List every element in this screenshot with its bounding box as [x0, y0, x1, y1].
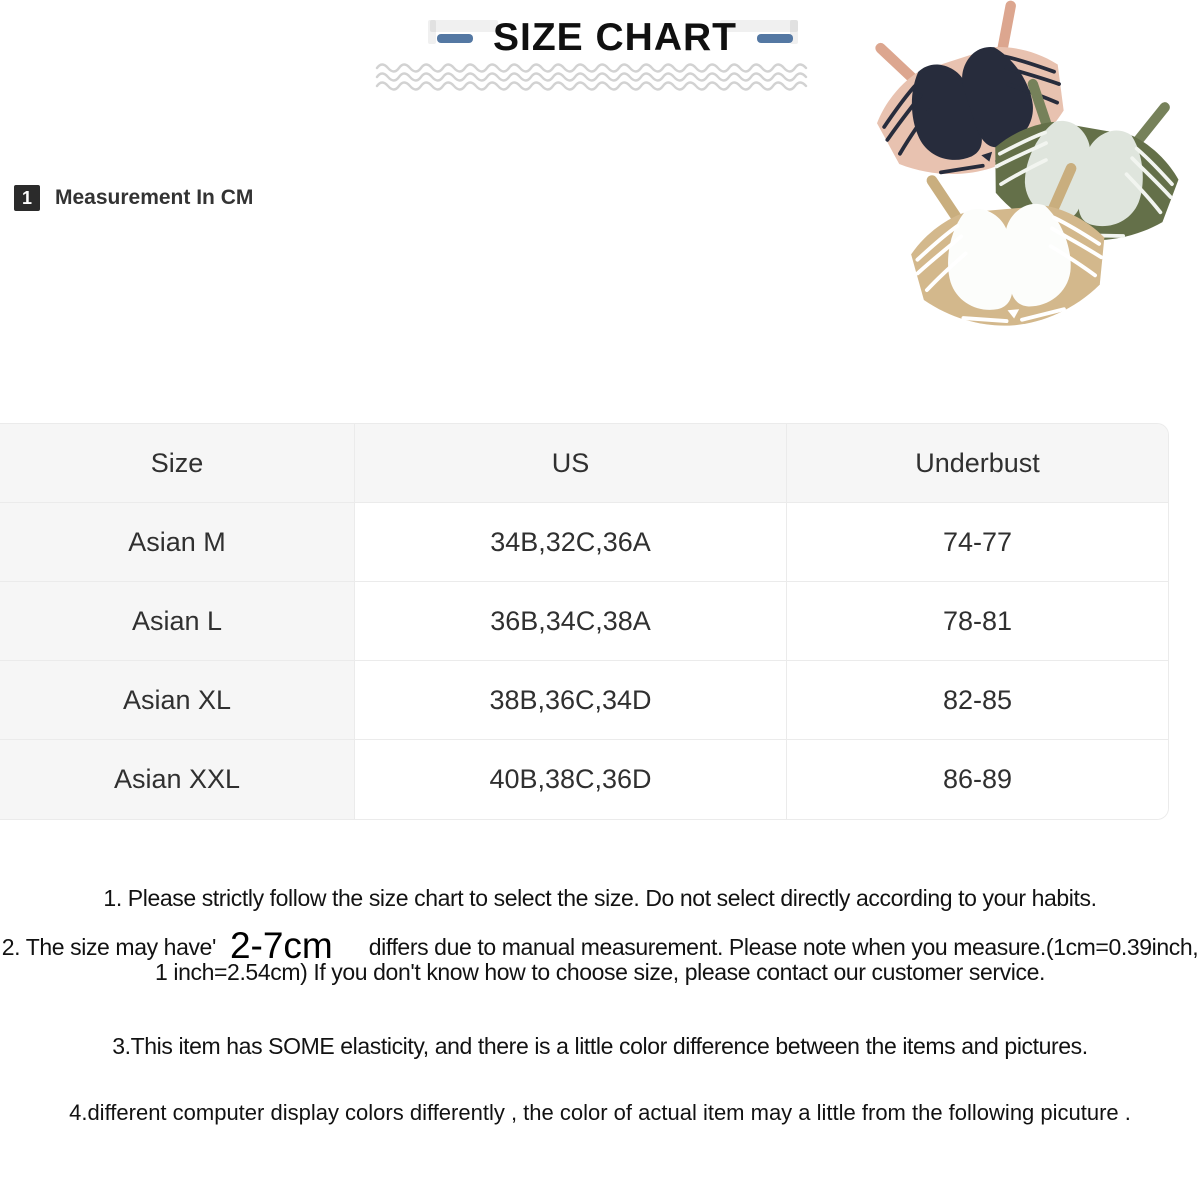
title-row — [315, 12, 915, 64]
cell-us: 40B,38C,36D — [355, 740, 787, 819]
title-dash-right — [757, 34, 793, 43]
cell-size: Asian XXL — [0, 740, 355, 819]
note-2 — [0, 925, 1200, 985]
cell-us: 34B,32C,36A — [355, 503, 787, 582]
cell-size: Asian XL — [0, 661, 355, 740]
cell-us: 38B,36C,34D — [355, 661, 787, 740]
measurement-label — [14, 185, 253, 211]
size-chart-table — [0, 423, 1169, 820]
number-badge: 1 — [14, 185, 40, 211]
column-header-underbust: Underbust — [787, 424, 1168, 503]
cell-underbust: 82-85 — [787, 661, 1168, 740]
cell-underbust: 74-77 — [787, 503, 1168, 582]
cell-underbust: 86-89 — [787, 740, 1168, 819]
note-2-suffix: differs due to manual measurement. Please note when you measure.(1cm=0.39inch, 1 inch=2.54cm) If you don't know how to choose size, please contact our customer service. — [155, 934, 1199, 985]
product-photos — [855, 0, 1200, 360]
note-2-highlight: 2-7cm — [229, 925, 333, 966]
page-title: SIZE CHART — [493, 16, 737, 59]
note-3: 3.This item has SOME elasticity, and there is a little color difference between the items and pictures. — [112, 1033, 1088, 1059]
cell-size: Asian L — [0, 582, 355, 661]
cell-size: Asian M — [0, 503, 355, 582]
measurement-label-text: Measurement In CM — [55, 186, 254, 209]
note-2-prefix: 2. The size may have' — [1, 934, 216, 960]
note-1: 1. Please strictly follow the size chart to select the size. Do not select directly according to your habits. — [103, 885, 1097, 911]
title-dash-left — [437, 34, 473, 43]
wavy-divider — [374, 60, 819, 96]
column-header-size: Size — [0, 424, 355, 503]
cell-underbust: 78-81 — [787, 582, 1168, 661]
note-4: 4.different computer display colors differently , the color of actual item may a little from the following picuture . — [69, 1100, 1131, 1125]
cell-us: 36B,34C,38A — [355, 582, 787, 661]
column-header-us: US — [355, 424, 787, 503]
